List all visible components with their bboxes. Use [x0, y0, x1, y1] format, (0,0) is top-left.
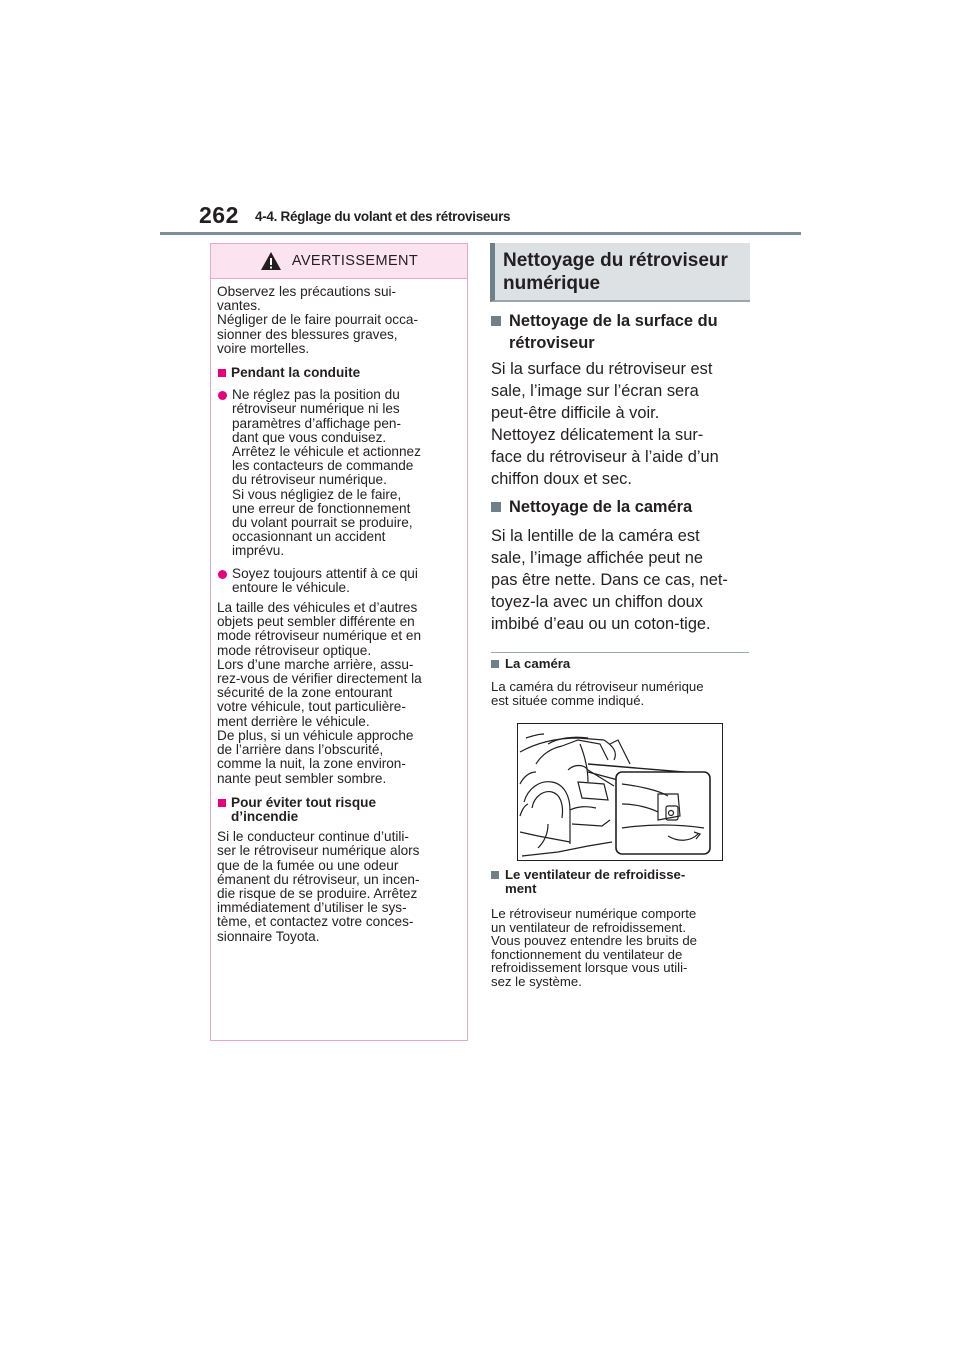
- text-line: sécurité de la zone entourant: [217, 685, 393, 701]
- warning-intro: [217, 285, 462, 356]
- text-line: Vous pouvez entendre les bruits de: [491, 933, 698, 949]
- text-line: face du rétroviseur à l’aide d’un: [491, 448, 719, 466]
- text-line: Si la surface du rétroviseur est: [491, 360, 713, 378]
- text-line: toyez-la avec un chiffon doux: [491, 593, 703, 611]
- text-line: La caméra du rétroviseur numérique: [491, 679, 704, 694]
- bullet-item: [217, 388, 462, 558]
- fire-heading: [217, 796, 462, 824]
- vehicle-rear-illustration: [518, 724, 722, 860]
- gray-square-icon: [491, 502, 501, 512]
- text-line: fonctionnement du ventilateur de: [491, 946, 683, 962]
- text-line: objets peut sembler différente en: [217, 614, 415, 630]
- text-line: Si la lentille de la caméra est: [491, 527, 700, 545]
- text-line: Observez les précautions sui-: [217, 284, 397, 299]
- text-line: De plus, si un véhicule approche: [217, 727, 414, 743]
- text-line: immédiatement d’utiliser le sys-: [217, 900, 407, 916]
- text-line: Nettoyage de la surface du: [509, 312, 718, 330]
- text-line: paramètres d’affichage pen-: [232, 415, 402, 431]
- warning-paragraph: [217, 601, 462, 786]
- camera-location-figure: [517, 723, 723, 861]
- warning-triangle-icon: [260, 251, 282, 271]
- text-line: sale, l’image affichée peut ne: [491, 549, 704, 567]
- text-line: Négliger de le faire pourrait occa-: [217, 312, 418, 328]
- text-line: Le ventilateur de refroidisse-: [505, 867, 686, 882]
- header-rule: [160, 232, 801, 235]
- gray-square-icon: [491, 660, 499, 668]
- text-line: est située comme indiqué.: [491, 692, 645, 708]
- gray-square-icon: [491, 316, 501, 326]
- text-line: chiffon doux et sec.: [491, 470, 632, 488]
- text-line: numérique: [503, 273, 601, 294]
- text-line: Si vous négligiez de le faire,: [232, 486, 402, 502]
- page-header: [0, 0, 960, 240]
- text-line: voire mortelles.: [217, 340, 310, 356]
- text-line: rétroviseur: [509, 334, 595, 352]
- text-line: votre véhicule, tout particulière-: [217, 699, 406, 715]
- text-line: une erreur de fonctionnement: [232, 500, 411, 516]
- text-line: Si le conducteur continue d’utili-: [217, 829, 409, 845]
- camera-note-text: [491, 680, 753, 707]
- camera-text: [491, 525, 753, 635]
- text-line: La taille des véhicules et d’autres: [217, 600, 418, 616]
- text-line: pas être nette. Dans ce cas, net-: [491, 571, 728, 589]
- heading-text: [231, 796, 376, 824]
- text-line: Nettoyage du rétroviseur: [503, 250, 728, 271]
- text-line: du rétroviseur numérique.: [232, 472, 387, 488]
- text-line: mode rétroviseur optique.: [217, 642, 372, 658]
- text-line: comme la nuit, la zone environ-: [217, 756, 406, 772]
- warning-body: [211, 279, 467, 944]
- text-line: Soyez toujours attentif à ce qui: [232, 565, 418, 581]
- text-line: rez-vous de vérifier directement la: [217, 671, 422, 687]
- fire-text: [217, 830, 462, 944]
- text-line: ment: [505, 881, 537, 896]
- section-heading: [490, 243, 750, 302]
- page-number: 262: [199, 202, 239, 228]
- text-line: émanent du rétroviseur, un incen-: [217, 871, 420, 887]
- fan-note-heading: [491, 868, 685, 896]
- text-line: sale, l’image sur l’écran sera: [491, 382, 699, 400]
- bullet-text: [232, 388, 462, 558]
- text-line: peut-être difficile à voir.: [491, 404, 660, 422]
- pink-square-icon: [218, 369, 226, 377]
- text-line: nante peut sembler sombre.: [217, 770, 387, 786]
- text-line: ser le rétroviseur numérique alors: [217, 843, 420, 859]
- fan-note-text: [491, 907, 753, 989]
- section-title: 4-4. Réglage du volant et des rétroviseurs: [255, 209, 511, 224]
- text-line: sionnaire Toyota.: [217, 928, 320, 944]
- text-line: un ventilateur de refroidissement.: [491, 919, 686, 935]
- pink-dot-icon: [218, 391, 227, 400]
- text-line: mode rétroviseur numérique et en: [217, 628, 422, 644]
- text-line: rétroviseur numérique ni les: [232, 401, 400, 417]
- camera-note-heading: [491, 657, 570, 671]
- heading-text: La caméra: [505, 656, 571, 671]
- text-line: ment derrière le véhicule.: [217, 713, 370, 729]
- text-line: d’incendie: [231, 808, 299, 824]
- heading-text: Nettoyage de la caméra: [509, 498, 693, 516]
- text-line: Pour éviter tout risque: [231, 794, 377, 810]
- text-line: occasionnant un accident: [232, 529, 386, 545]
- text-line: Lors d’une marche arrière, assu-: [217, 656, 414, 672]
- text-line: tème, et contactez votre conces-: [217, 914, 414, 930]
- text-line: Le rétroviseur numérique comporte: [491, 906, 697, 921]
- text-line: imbibé d’eau ou un coton-tige.: [491, 615, 711, 633]
- text-line: que de la fumée ou une odeur: [217, 857, 399, 873]
- bullet-text: [232, 567, 462, 595]
- bullet-item: [217, 567, 462, 595]
- surface-heading: [491, 310, 718, 354]
- text-line: sionner des blessures graves,: [217, 326, 398, 342]
- text-line: Nettoyez délicatement la sur-: [491, 426, 704, 444]
- camera-heading: [491, 496, 692, 518]
- warning-title: AVERTISSEMENT: [291, 253, 419, 269]
- gray-square-icon: [491, 871, 499, 879]
- text-line: die risque de se produire. Arrêtez: [217, 885, 418, 901]
- warning-box: [210, 243, 468, 1041]
- text-line: les contacteurs de commande: [232, 458, 414, 474]
- text-line: du volant pourrait se produire,: [232, 515, 413, 531]
- text-line: Arrêtez le véhicule et actionnez: [232, 444, 421, 460]
- divider: [491, 652, 749, 653]
- text-line: Ne réglez pas la position du: [232, 387, 400, 403]
- text-line: de l’arrière dans l’obscurité,: [217, 742, 384, 758]
- text-line: vantes.: [217, 298, 261, 314]
- pink-square-icon: [218, 799, 226, 807]
- warning-header: [211, 244, 467, 279]
- driving-heading: [217, 366, 462, 380]
- text-line: refroidissement lorsque vous utili-: [491, 960, 688, 976]
- text-line: dant que vous conduisez.: [232, 429, 387, 445]
- surface-text: [491, 358, 753, 490]
- pink-dot-icon: [218, 570, 227, 579]
- text-line: entoure le véhicule.: [232, 579, 350, 595]
- heading-text: Pendant la conduite: [231, 365, 361, 381]
- text-line: imprévu.: [232, 543, 285, 559]
- text-line: sez le système.: [491, 973, 582, 989]
